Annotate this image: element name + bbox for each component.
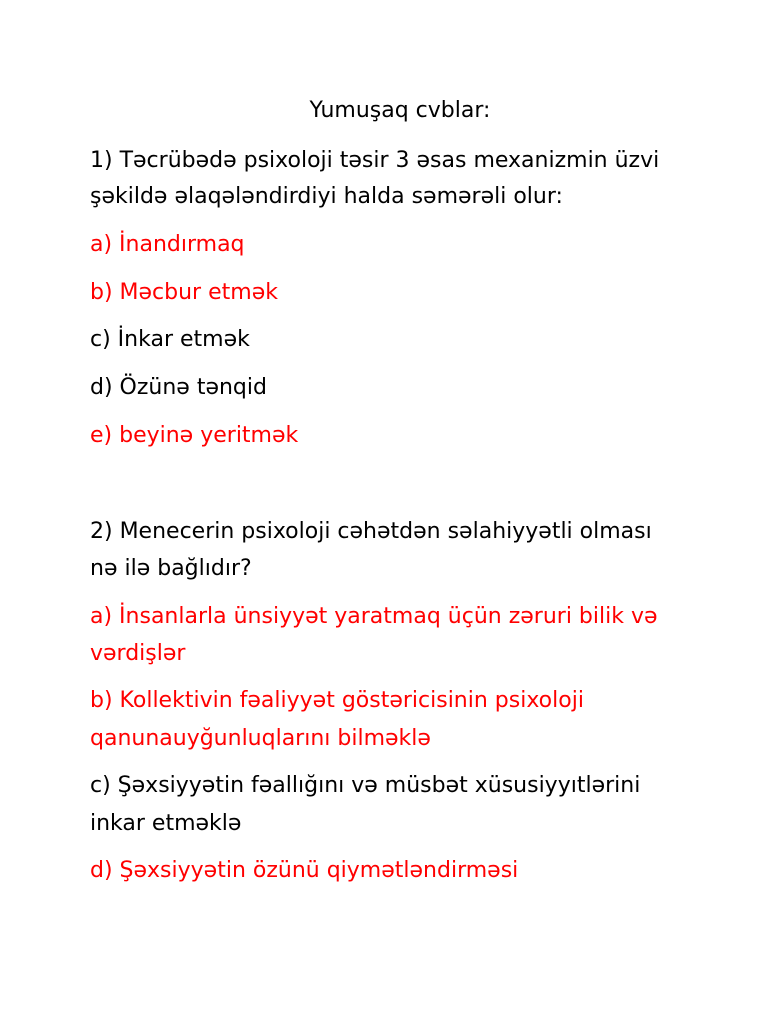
page-title: Yumuşaq cvblar: — [309, 98, 491, 123]
q2-option-c-line-2: inkar etməklə — [90, 811, 242, 836]
q2-option-b-line-2: qanunauyğunluqlarını bilməklə — [90, 726, 431, 751]
q1-option-a: a) İnandırmaq — [90, 232, 245, 257]
question-1-line-1: 1) Təcrübədə psixoloji təsir 3 əsas mexanizmin üzvi — [90, 148, 660, 173]
q2-option-a-line-2: vərdişlər — [90, 641, 186, 666]
q1-option-e: e) beyinə yeritmək — [90, 423, 299, 448]
question-1-line-2: şəkildə əlaqələndirdiyi halda səmərəli olur: — [90, 184, 563, 209]
question-2-line-1: 2) Menecerin psixoloji cəhətdən səlahiyyətli olması — [90, 519, 652, 544]
q2-option-a-line-1: a) İnsanlarla ünsiyyət yaratmaq üçün zəruri bilik və — [90, 604, 658, 629]
q2-option-d: d) Şəxsiyyətin özünü qiymətləndirməsi — [90, 858, 519, 883]
q2-option-b-line-1: b) Kollektivin fəaliyyət göstəricisinin psixoloji — [90, 688, 584, 713]
q1-option-c: c) İnkar etmək — [90, 327, 250, 352]
question-2-line-2: nə ilə bağlıdır? — [90, 556, 252, 581]
q1-option-d: d) Özünə tənqid — [90, 375, 267, 400]
q1-option-b: b) Məcbur etmək — [90, 280, 278, 305]
q2-option-c-line-1: c) Şəxsiyyətin fəallığını və müsbət xüsusiyyıtlərini — [90, 773, 641, 798]
